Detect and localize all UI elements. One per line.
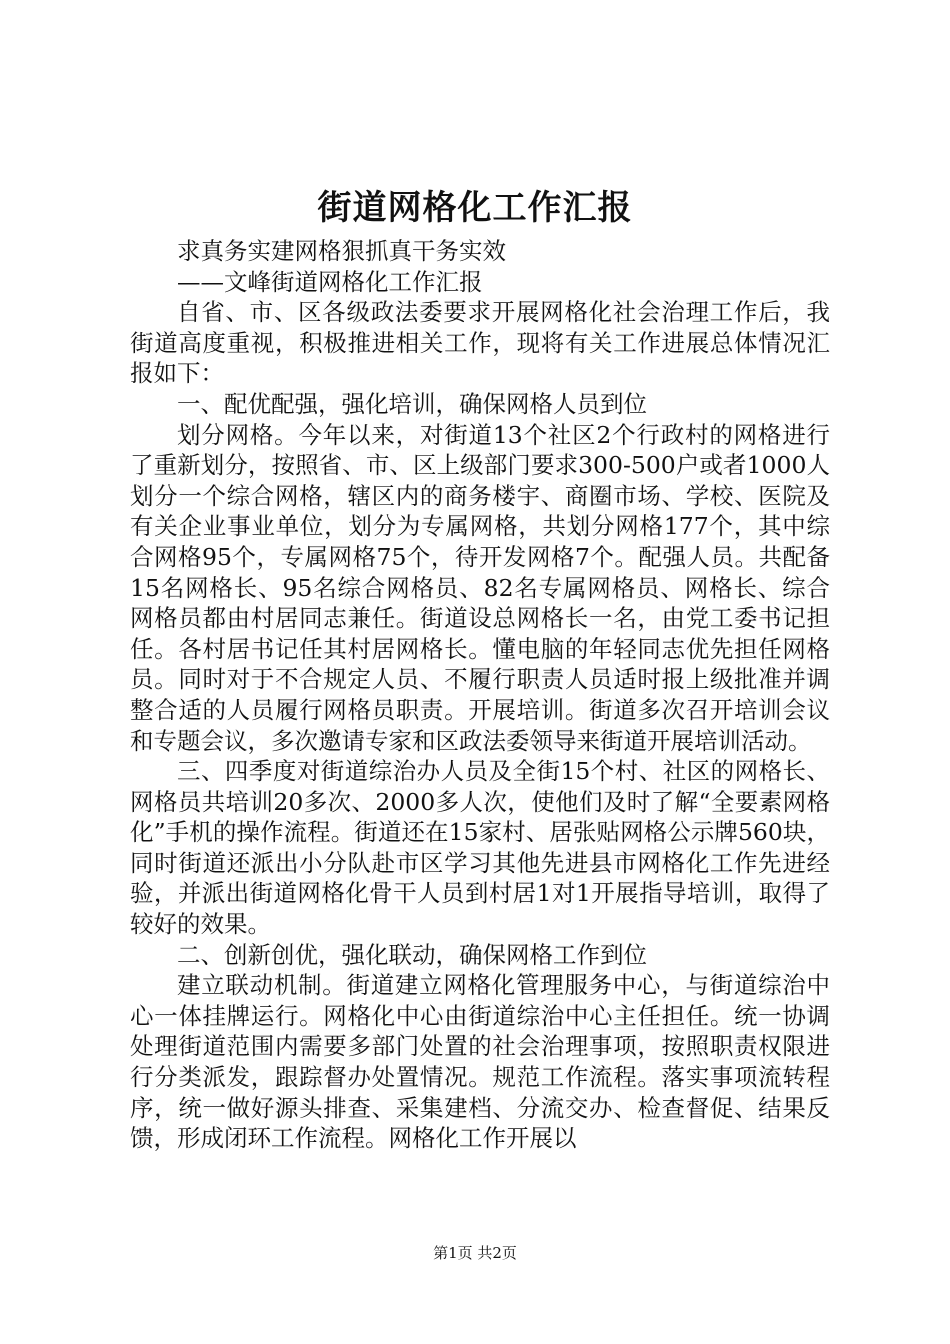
paragraph-subtitle-source: ——文峰街道网格化工作汇报 [177,267,483,296]
document-title: 街道网格化工作汇报 [317,188,633,228]
section-heading-1: 一、配优配强，强化培训，确保网格人员到位 [177,389,647,418]
page-footer: 第1页 共2页 [433,1244,517,1262]
paragraph-subtitle: 求真务实建网格狠抓真干务实效 [177,237,506,265]
paragraph-training: 三、四季度对街道综治办人员及全街15个村、社区的网格长、网格员共培训20多次、2000多人次，使他们及时了解“全要素网格化”手机的操作流程。街道还在15家村、居张贴网格公示牌560块，同时街道还派出小分队赴市区学习其他先进县市网格化工作先进经验，并派出街道网格化骨干人员到村居1对1开展指导培训，取得了较好的效果。 [130,757,830,939]
paragraph-linkage: 建立联动机制。街道建立网格化管理服务中心，与街道综治中心一体挂牌运行。网格化中心由街道综治中心主任担任。统一协调处理街道范围内需要多部门处置的社会治理事项，按照职责权限进行分类派发，跟踪督办处置情况。规范工作流程。落实事项流转程序，统一做好源头排查、采集建档、分流交办、检查督促、结果反馈，形成闭环工作流程。网格化工作开展以 [130,971,830,1153]
document-body [130,236,830,1154]
paragraph-intro: 自省、市、区各级政法委要求开展网格化社会治理工作后，我街道高度重视，积极推进相关工作，现将有关工作进展总体情况汇报如下： [130,298,830,388]
section-heading-2: 二、创新创优，强化联动，确保网格工作到位 [177,940,647,969]
paragraph-grid-division: 划分网格。今年以来，对街道13个社区2个行政村的网格进行了重新划分，按照省、市、区上级部门要求300-500户或者1000人划分一个综合网格，辖区内的商务楼宇、商圈市场、学校、医院及有关企业事业单位，划分为专属网格，共划分网格177个，其中综合网格95个，专属网格75个，待开发网格7个。配强人员。共配备15名网格长、95名综合网格员、82名专属网格员、网格长、综合网格员都由村居同志兼任。街道设总网格长一名，由党工委书记担任。各村居书记任其村居网格长。懂电脑的年轻同志优先担任网格员。同时对于不合规定人员、不履行职责人员适时报上级批准并调整合适的人员履行网格员职责。开展培训。街道多次召开培训会议和专题会议，多次邀请专家和区政法委领导来街道开展培训活动。 [130,420,830,755]
